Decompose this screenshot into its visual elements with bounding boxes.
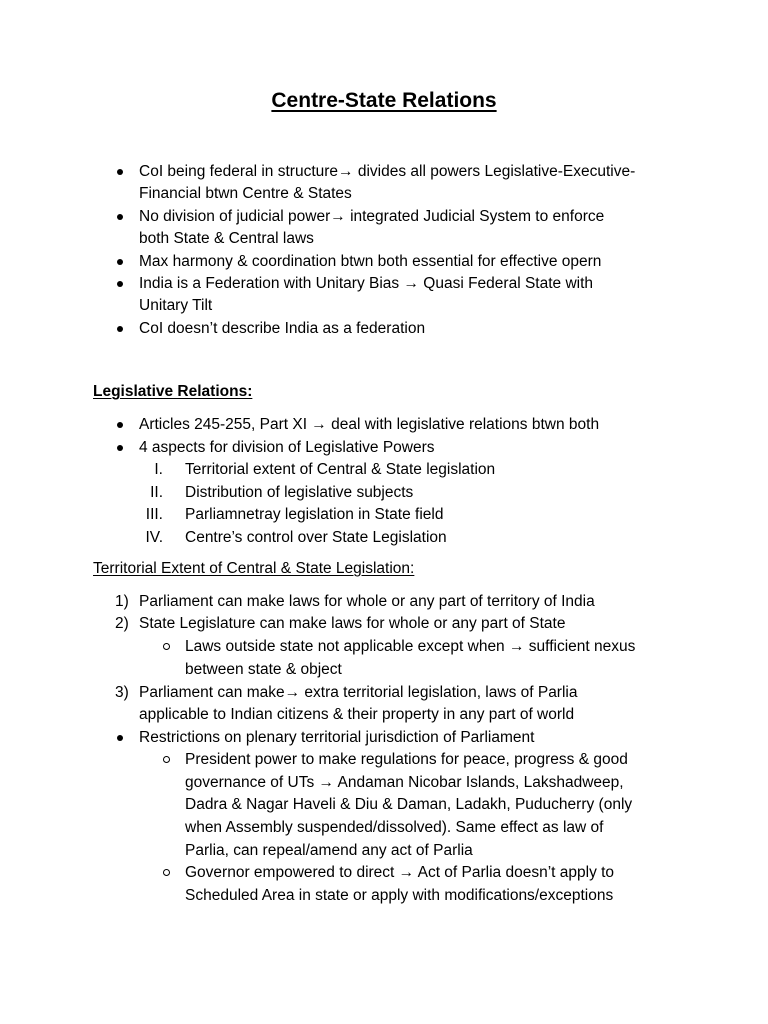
circle-bullet bbox=[163, 643, 170, 650]
section-heading-territorial: Territorial Extent of Central & State Legislation: bbox=[93, 560, 415, 577]
list-item-line: 4 aspects for division of Legislative Powers bbox=[139, 439, 435, 456]
list-item-line: Parlia, can repeal/amend any act of Parlia bbox=[185, 842, 473, 859]
list-item-line: Scheduled Area in state or apply with modifications/exceptions bbox=[185, 887, 614, 904]
list-item-line: No division of judicial power→ integrated Judicial System to enforce bbox=[139, 208, 605, 225]
item-number: 2) bbox=[115, 615, 129, 632]
bullet-dot bbox=[117, 422, 123, 428]
list-item-line: Distribution of legislative subjects bbox=[185, 484, 414, 501]
bullet-dot bbox=[117, 169, 123, 175]
list-item-line: both State & Central laws bbox=[139, 230, 314, 247]
list-item-line: CoI being federal in structure→ divides all powers Legislative-Executive- bbox=[139, 163, 636, 180]
bullet-dot bbox=[117, 326, 123, 332]
list-item-line: Governor empowered to direct → Act of Parlia doesn’t apply to bbox=[185, 864, 615, 881]
item-number: 1) bbox=[115, 593, 129, 610]
bullet-dot bbox=[117, 281, 123, 287]
circle-bullet bbox=[163, 869, 170, 876]
roman-numeral: I. bbox=[154, 461, 163, 478]
list-item-line: when Assembly suspended/dissolved). Same effect as law of bbox=[185, 819, 604, 836]
roman-numeral: III. bbox=[145, 506, 163, 523]
list-item-line: Centre’s control over State Legislation bbox=[185, 529, 447, 546]
list-item-line: India is a Federation with Unitary Bias → Quasi Federal State with bbox=[139, 275, 594, 292]
page-title: Centre-State Relations bbox=[271, 89, 497, 112]
section-heading-legislative: Legislative Relations: bbox=[93, 383, 253, 400]
list-item-line: State Legislature can make laws for whole or any part of State bbox=[139, 615, 566, 632]
list-item-line: Financial btwn Centre & States bbox=[139, 185, 352, 202]
list-item-line: governance of UTs → Andaman Nicobar Islands, Lakshadweep, bbox=[185, 774, 624, 791]
roman-numeral: IV. bbox=[145, 529, 163, 546]
list-item-line: Laws outside state not applicable except when → sufficient nexus bbox=[185, 638, 636, 655]
list-item-line: Articles 245-255, Part XI → deal with legislative relations btwn both bbox=[139, 416, 600, 433]
list-item-line: Dadra & Nagar Haveli & Diu & Daman, Ladakh, Puducherry (only bbox=[185, 796, 633, 813]
bullet-dot bbox=[117, 735, 123, 741]
list-item-line: President power to make regulations for peace, progress & good bbox=[185, 751, 628, 768]
bullet-dot bbox=[117, 445, 123, 451]
list-item-line: Parliamnetray legislation in State field bbox=[185, 506, 444, 523]
bullet-dot bbox=[117, 259, 123, 265]
list-item-line: applicable to Indian citizens & their property in any part of world bbox=[139, 706, 575, 723]
list-item-line: Max harmony & coordination btwn both essential for effective opern bbox=[139, 253, 602, 270]
roman-numeral: II. bbox=[150, 484, 163, 501]
circle-bullet bbox=[163, 756, 170, 763]
list-item-line: Territorial extent of Central & State legislation bbox=[185, 461, 496, 478]
list-item-line: between state & object bbox=[185, 661, 342, 678]
list-item-line: Unitary Tilt bbox=[139, 297, 213, 314]
list-item-line: Parliament can make laws for whole or any part of territory of India bbox=[139, 593, 595, 610]
list-item-line: CoI doesn’t describe India as a federation bbox=[139, 320, 426, 337]
list-item-line: Restrictions on plenary territorial jurisdiction of Parliament bbox=[139, 729, 535, 746]
bullet-dot bbox=[117, 214, 123, 220]
item-number: 3) bbox=[115, 684, 129, 701]
list-item-line: Parliament can make→ extra territorial legislation, laws of Parlia bbox=[139, 684, 578, 701]
